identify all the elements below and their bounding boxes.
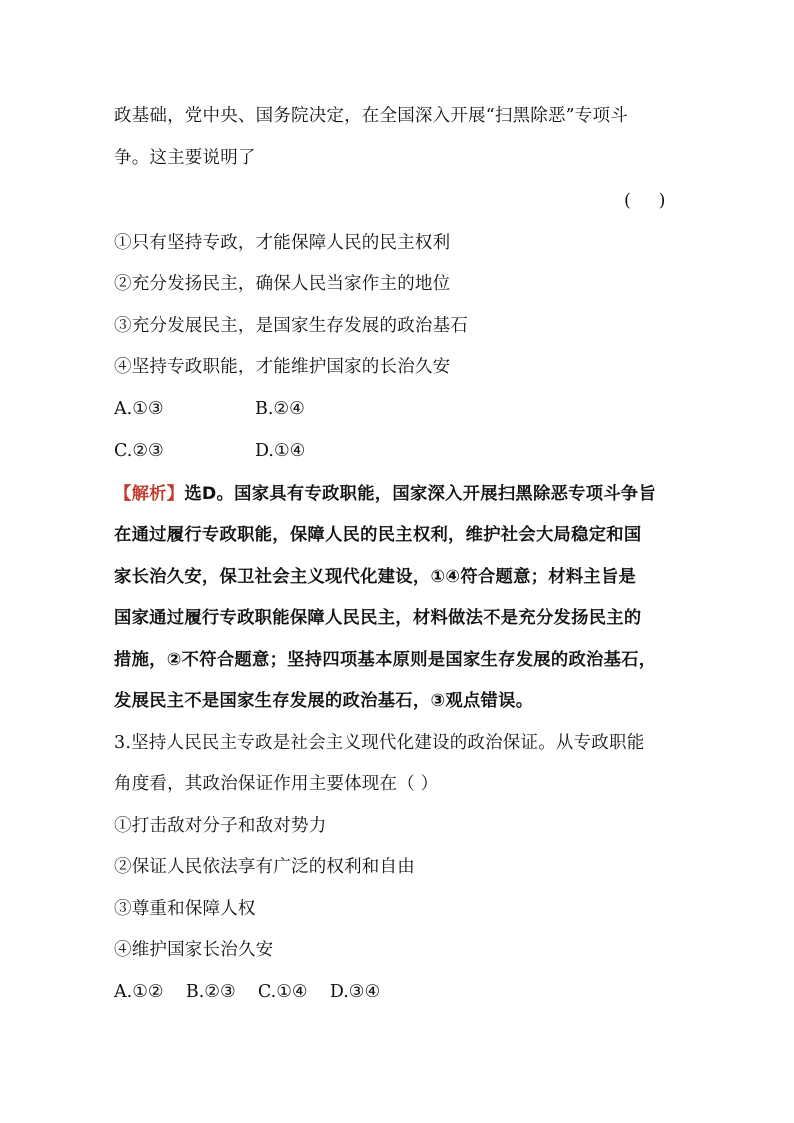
q2-analysis-line-5: 措施，②不符合题意；坚持四项基本原则是国家生存发展的政治基石，: [114, 650, 657, 670]
q2-option-d: D.①④: [255, 441, 306, 461]
q3-stem-line-1: 3.坚持人民民主专政是社会主义现代化建设的政治保证。从专政职能: [114, 733, 645, 753]
q3-options: A.①② B.②③ C.①④ D.③④: [114, 982, 381, 1002]
q3-item-4: ④维护国家长治久安: [114, 940, 274, 960]
q3-item-3: ③尊重和保障人权: [114, 899, 256, 919]
q3-item-1: ①打击敌对分子和敌对势力: [114, 816, 327, 836]
q2-option-a: A.①③: [114, 399, 164, 419]
q3-item-2: ②保证人民依法享有广泛的权利和自由: [114, 857, 415, 877]
q2-answer-blank: ( ): [624, 191, 666, 211]
q2-option-c: C.②③: [114, 441, 164, 461]
q2-analysis-line-1: [114, 482, 694, 506]
q2-analysis-line-2: 在通过履行专政职能，保障人民的民主权利，维护社会大局稳定和国: [114, 525, 642, 545]
q2-option-b: B.②④: [255, 399, 305, 419]
q2-item-1: ①只有坚持专政，才能保障人民的民主权利: [114, 233, 451, 253]
q2-analysis-line-4: 国家通过履行专政职能保障人民民主，材料做法不是充分发扬民主的: [114, 608, 642, 628]
analysis-tag: 【解析】: [114, 484, 185, 504]
q2-stem-line-1: 政基础，党中央、国务院决定，在全国深入开展“扫黑除恶”专项斗: [114, 106, 628, 126]
q2-analysis-line-6: 发展民主不是国家生存发展的政治基石，③观点错误。: [114, 691, 534, 711]
q3-stem-line-2: 角度看，其政治保证作用主要体现在（ ）: [114, 774, 439, 794]
q2-item-4: ④坚持专政职能，才能维护国家的长治久安: [114, 357, 451, 377]
q2-stem-line-2: 争。这主要说明了: [114, 148, 256, 168]
q2-item-3: ③充分发展民主，是国家生存发展的政治基石: [114, 316, 468, 336]
analysis-text-1: 选D。国家具有专政职能，国家深入开展扫黑除恶专项斗争旨: [184, 484, 657, 504]
q2-analysis-line-3: 家长治久安，保卫社会主义现代化建设，①④符合题意；材料主旨是: [114, 567, 637, 587]
q2-item-2: ②充分发扬民主，确保人民当家作主的地位: [114, 274, 451, 294]
